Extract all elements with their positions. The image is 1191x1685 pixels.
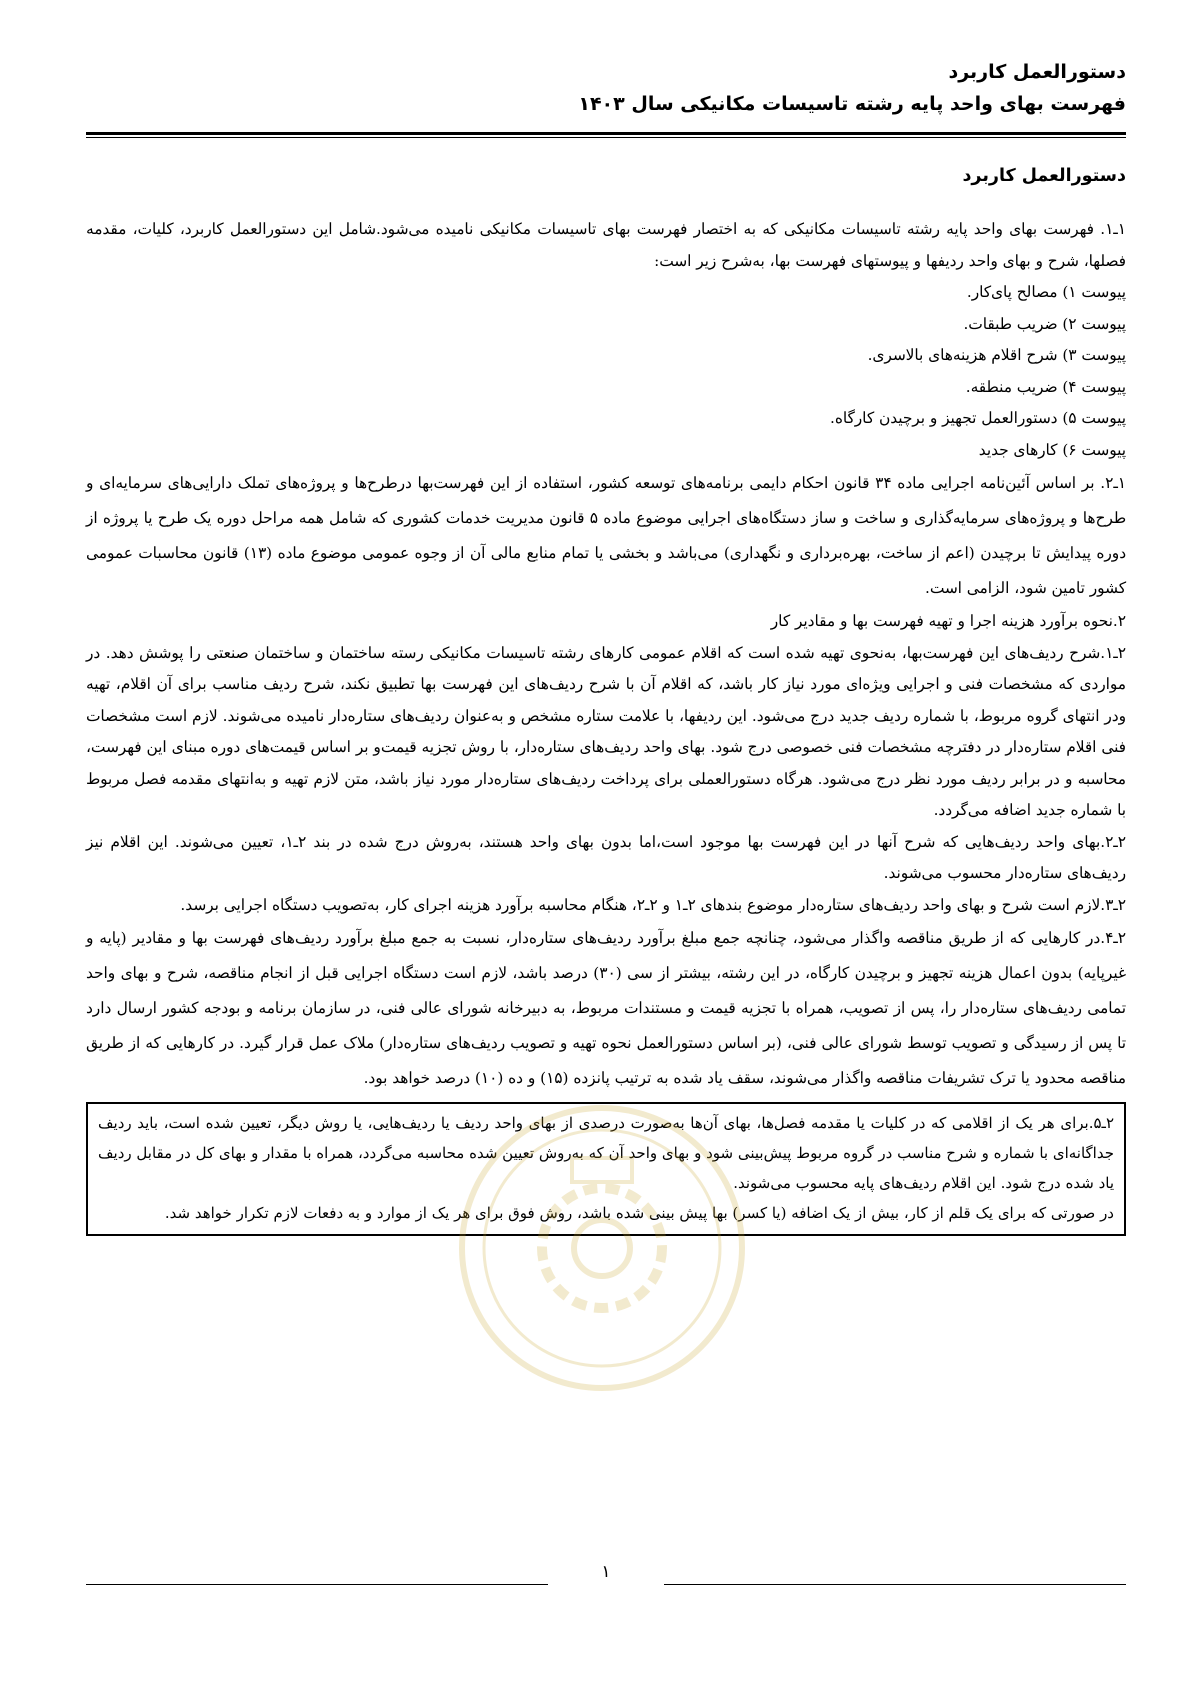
annex-item: پیوست ۳) شرح اقلام هزینه‌های بالاسری. bbox=[867, 346, 1126, 364]
watermark-seal-icon bbox=[452, 1098, 752, 1398]
paragraph-2-3: ۲ـ۳.لازم است شرح و بهای واحد ردیف‌های ستاره‌دار موضوع بندهای ۲ـ۱ و ۲ـ۲، هنگام محاسبه برآورد هزینه اجرای کار، به‌تصویب دستگاه اجرایی برسد. bbox=[180, 895, 1126, 914]
paragraph-2-4: ۲ـ۴.در کارهایی که از طریق مناقصه واگذار می‌شود، چنانچه جمع مبلغ برآورد ردیف‌های ستاره‌دار، نسبت به جمع مبلغ برآورد ردیف‌های فهرست بها و مقادیر (پایه و غیرپایه) بدون اعمال هزینه تجهیز و برچیدن کارگاه، در این رشته، بیشتر از سی (۳۰) درصد باشد، لازم است دستگاه اجرایی قبل از انجام مناقصه، شرح و بهای واحد تمامی ردیف‌های ستاره‌دار را، پس از تصویب، همراه با تجزیه قیمت و مستندات مربوط، به دبیرخانه شورای عالی فنی، در سازمان برنامه و بودجه کشور ارسال دارد تا پس از رسیدگی و تصویب توسط شورای عالی فنی، (بر اساس دستورالعمل نحوه تهیه و تصویب ردیف‌های ستاره‌دار) ملاک عمل قرار گیرد. در کارهایی که از طریق مناقصه محدود یا ترک تشریفات مناقصه واگذار می‌شوند، سقف یاد شده به ترتیب پانزده (۱۵) و ده (۱۰) درصد خواهد بود. bbox=[86, 929, 1126, 1087]
paragraph-2-5: ۲ـ۵.برای هر یک از اقلامی که در کلیات یا مقدمه فصل‌ها، بهای آن‌ها به‌صورت درصدی از بهای واحد ردیف یا ردیف‌هایی، یا روش دیگر، تعیین شده است، باید ردیف جداگانه‌ای با شماره و شرح مناسب در گروه مربوط پیش‌بینی شود و بهای واحد آن که به‌روش تعیین شده محاسبه می‌گردد، همراه با مقدار و بهای کل در مقابل ردیف یاد شده درج شود. این اقلام ردیف‌های پایه محسوب می‌شوند. bbox=[98, 1114, 1114, 1192]
document-page bbox=[86, 56, 1126, 1236]
annex-item: پیوست ۲) ضریب طبقات. bbox=[963, 314, 1126, 333]
paragraph-2-1: ۲ـ۱.شرح ردیف‌های این فهرست‌بها، به‌نحوی تهیه شده است که اقلام عمومی کارهای رشته تاسیسات مکانیکی رسته ساختمان و ساختمان صنعتی را پوشش دهد. در مواردی که مشخصات فنی و اجرایی ویژه‌ای مورد نیاز کار باشد، که اقلام آن با شرح ردیف‌های این فهرست بها تطبیق نکند، شرح ردیف مناسب برای آن اقلام، تهیه ودر انتهای گروه مربوط، با شماره ردیف جدید درج می‌شود. این ردیفها، با علامت ستاره مشخص و به‌عنوان ردیف‌های ستاره‌دار نامیده می‌شوند. لازم است مشخصات فنی اقلام ستاره‌دار در دفترچه مشخصات فنی خصوصی درج شود. بهای واحد ردیف‌های ستاره‌دار، با روش تجزیه قیمت‌و بر اساس قیمت‌های دوره مبنای این فهرست، محاسبه و در برابر ردیف مورد نظر درج می‌شود. هرگاه دستورالعملی برای پرداخت ردیف‌های ستاره‌دار مورد نیاز باشد، متن لازم تهیه و به‌انتهای مقدمه فصل مربوط با شماره جدید اضافه می‌گردد. bbox=[86, 643, 1126, 819]
page-number: ۱ bbox=[601, 1562, 611, 1582]
page-footer bbox=[86, 1558, 1126, 1588]
heading-2: ۲.نحوه برآورد هزینه اجرا و تهیه فهرست بها و مقادیر کار bbox=[770, 612, 1126, 630]
section-title: دستورالعمل کاربرد bbox=[962, 166, 1126, 186]
header-double-rule bbox=[86, 132, 1126, 138]
annex-item: پیوست ۴) ضریب منطقه. bbox=[965, 377, 1126, 396]
paragraph-2-5-continued: در صورتی که برای یک قلم از کار، بیش از یک اضافه (یا کسر) بها پیش بینی شده باشد، روش فوق برای هر یک از موارد و به دفعات لازم تکرار خواهد شد. bbox=[164, 1204, 1114, 1222]
annex-item: پیوست ۱) مصالح پای‌کار. bbox=[966, 283, 1126, 301]
header-subtitle: فهرست بهای واحد پایه رشته تاسیسات مکانیکی سال ۱۴۰۳ bbox=[578, 93, 1126, 115]
paragraph-2-2: ۲ـ۲.بهای واحد ردیف‌هایی که شرح آنها در این فهرست بها موجود است،اما بدون بهای واحد هستند، به‌روش درج شده در بند ۲ـ۱، تعیین می‌شوند. این اقلام نیز ردیف‌های ستاره‌دار محسوب می‌شوند. bbox=[86, 832, 1126, 882]
footer-rule-right bbox=[664, 1584, 1126, 1585]
paragraph-1-1: ۱ـ۱. فهرست بهای واحد پایه رشته تاسیسات مکانیکی که به اختصار فهرست بهای تاسیسات مکانیکی نامیده می‌شود.شامل این دستورالعمل کاربرد، کلیات، مقدمه فصلها، شرح و بهای واحد ردیفها و پیوستهای فهرست بها، به‌شرح زیر است: bbox=[86, 220, 1126, 270]
paragraph-1-2: ۱ـ۲. بر اساس آئین‌نامه اجرایی ماده ۳۴ قانون احکام دایمی برنامه‌های توسعه کشور، استفاده از این فهرست‌بها درطرح‌ها و پروژه‌های تملک دارایی‌های سرمایه‌ای و طرح‌ها و پروژه‌های سرمایه‌گذاری و ساخت و ساز دستگاه‌های اجرایی موضوع ماده ۵ قانون مدیریت خدمات کشوری که شامل همه مراحل دوره یک طرح یا پروژه از دوره پیدایش تا برچیدن (اعم از ساخت، بهره‌برداری و نگهداری) می‌باشد و بخشی یا تمام منابع مالی آن از وجوه عمومی موضوع ماده (۱۳) قانون محاسبات عمومی کشور تامین شود، الزامی است. bbox=[86, 474, 1127, 597]
annex-item: پیوست ۶) کارهای جدید bbox=[978, 440, 1126, 459]
header-title: دستورالعمل کاربرد bbox=[948, 61, 1126, 83]
annex-item: پیوست ۵) دستورالعمل تجهیز و برچیدن کارگاه. bbox=[829, 409, 1126, 427]
